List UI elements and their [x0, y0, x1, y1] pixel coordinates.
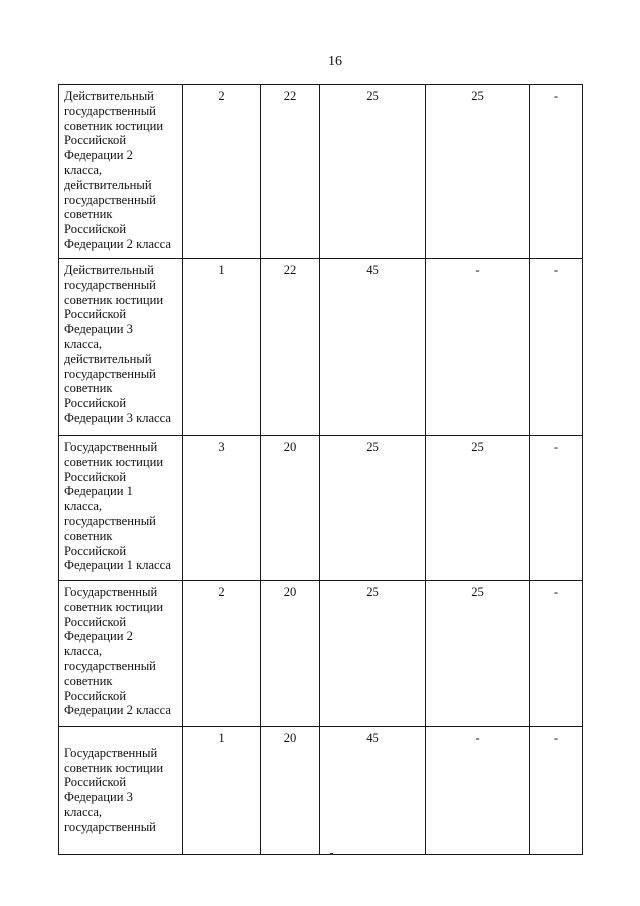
value-cell: 3 — [183, 436, 261, 581]
value-cell: 20 — [261, 581, 320, 727]
value-cell: 20 — [261, 727, 320, 855]
value-cell: 22 — [261, 85, 320, 259]
value-cell: 25 — [426, 85, 530, 259]
value-cell: - — [426, 727, 530, 855]
page-number: 16 — [328, 54, 342, 69]
rank-cell: Государственный советник юстиции Российской Федерации 2 класса, государственный советник Российской Федерации 2 класса — [59, 581, 183, 727]
value-cell: 2 — [183, 85, 261, 259]
value-cell: - — [530, 436, 583, 581]
value-cell: 45 — [320, 727, 426, 855]
value-cell: 1 — [183, 259, 261, 436]
value-cell: 25 — [426, 581, 530, 727]
table-row — [59, 727, 583, 855]
value-cell: 25 — [320, 85, 426, 259]
value-cell: 25 — [320, 436, 426, 581]
value-cell: - — [530, 259, 583, 436]
value-cell: 1 — [183, 727, 261, 855]
rank-table — [58, 84, 583, 855]
value-cell: - — [426, 259, 530, 436]
rank-cell: Действительный государственный советник юстиции Российской Федерации 3 класса, действительный государственный советник Российской Федерации 3 класса — [59, 259, 183, 436]
rank-cell: Государственный советник юстиции Российской Федерации 1 класса, государственный советник Российской Федерации 1 класса — [59, 436, 183, 581]
table-row — [59, 259, 583, 436]
value-cell: - — [530, 727, 583, 855]
value-cell: - — [530, 581, 583, 727]
table-row — [59, 436, 583, 581]
value-cell: 22 — [261, 259, 320, 436]
value-cell: 25 — [320, 581, 426, 727]
table-row — [59, 581, 583, 727]
scan-speck — [330, 853, 333, 855]
value-cell: 45 — [320, 259, 426, 436]
table-row — [59, 85, 583, 259]
rank-cell: Действительный государственный советник юстиции Российской Федерации 2 класса, действительный государственный советник Российской Федерации 2 класса — [59, 85, 183, 259]
value-cell: - — [530, 85, 583, 259]
value-cell: 25 — [426, 436, 530, 581]
rank-cell — [59, 727, 183, 855]
value-cell: 20 — [261, 436, 320, 581]
value-cell: 2 — [183, 581, 261, 727]
rank-cell-text: Государственный советник юстиции Российской Федерации 3 класса, государственный — [64, 745, 164, 834]
